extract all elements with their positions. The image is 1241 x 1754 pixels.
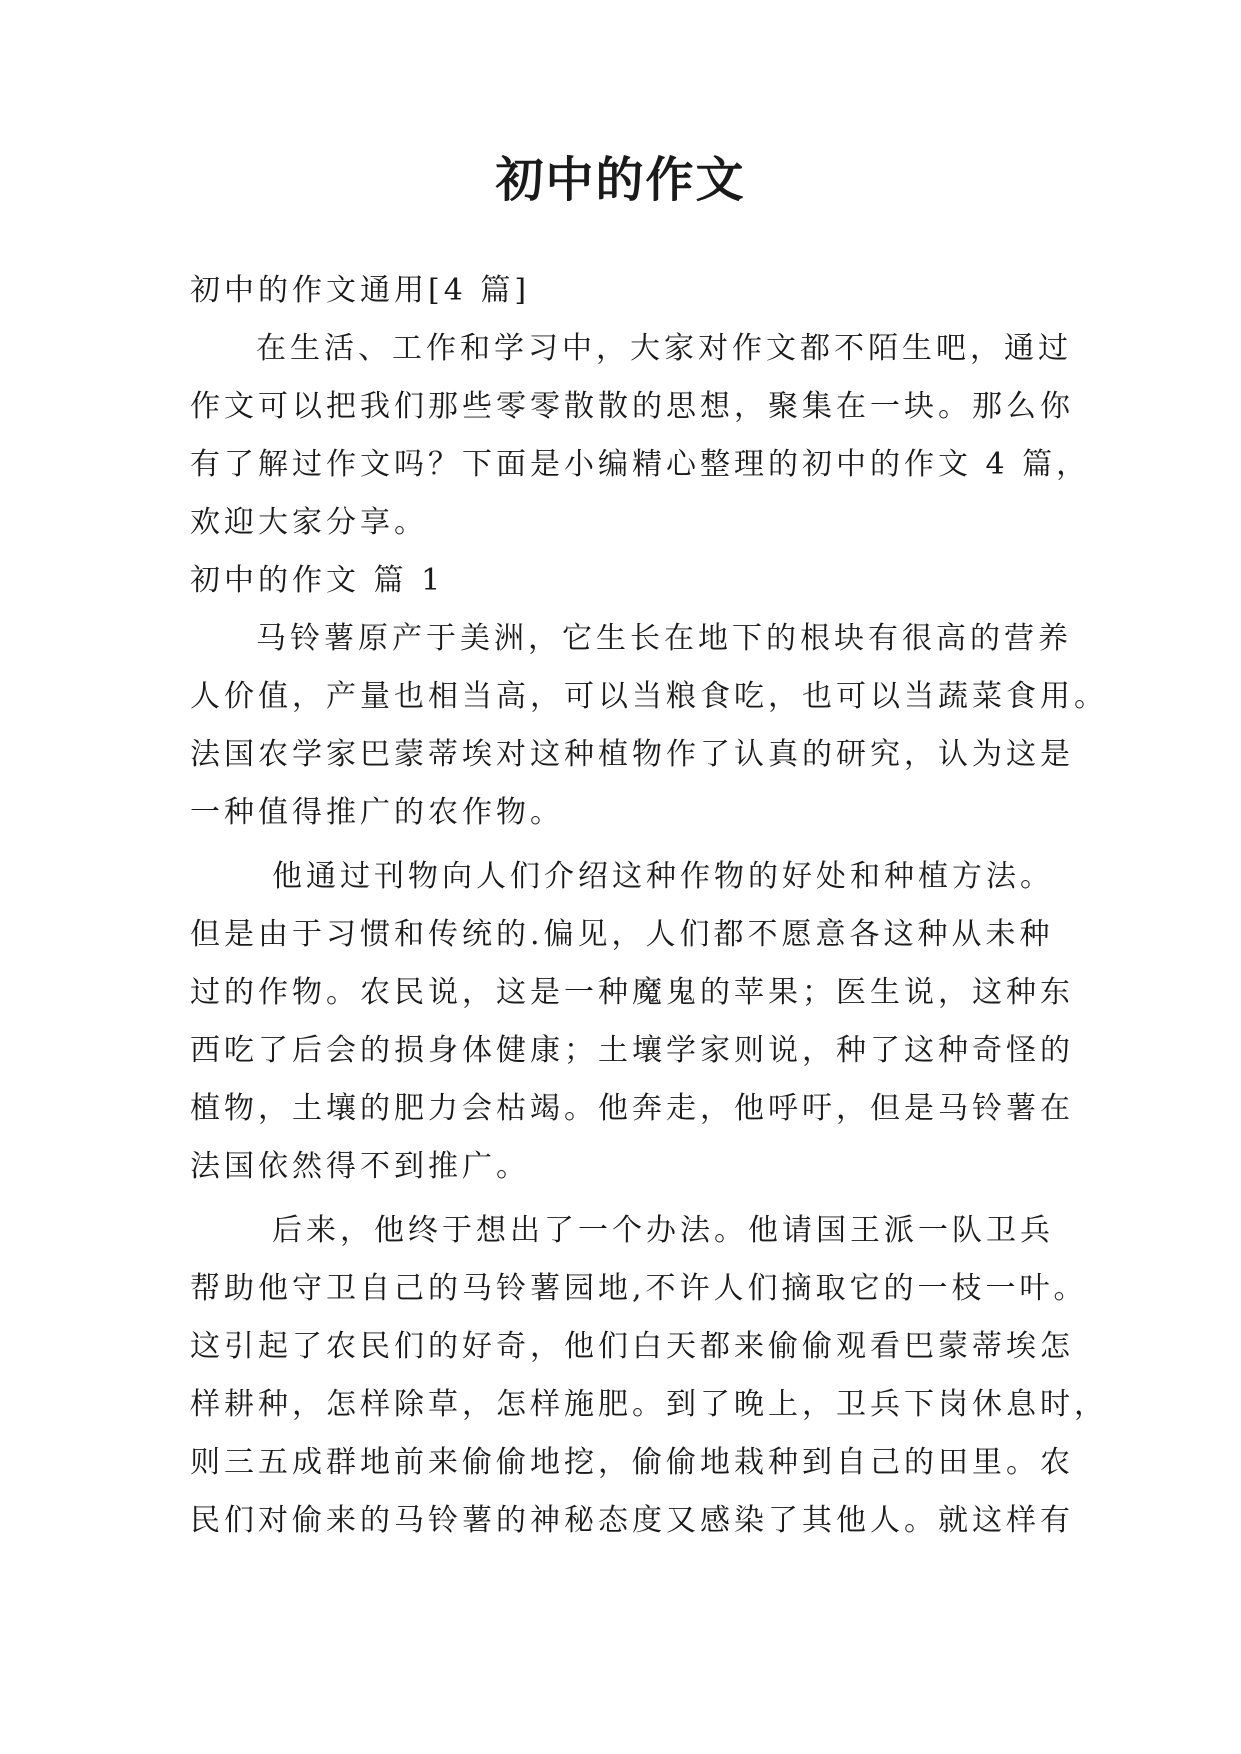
paragraph-line: 马铃薯原产于美洲，它生长在地下的根块有很高的营养 [256, 621, 1072, 656]
intro-paragraph [190, 320, 1091, 552]
intro-line: 有了解过作文吗？下面是小编精心整理的初中的作文 4 篇， [190, 447, 1091, 482]
intro-line: 在生活、工作和学习中，大家对作文都不陌生吧，通过 [256, 331, 1072, 366]
paragraph-line: 植物，土壤的肥力会枯竭。他奔走，他呼吁，但是马铃薯在 [190, 1091, 1074, 1126]
paragraph-line: 帮助他守卫自己的马铃薯园地,不许人们摘取它的一枝一叶。 [190, 1271, 1088, 1306]
paragraph-3 [190, 1202, 1108, 1550]
paragraph-line: 样耕种，怎样除草，怎样施肥。到了晚上，卫兵下岗休息时， [190, 1387, 1108, 1422]
paragraph-2 [190, 848, 1074, 1196]
intro-line: 欢迎大家分享。 [190, 505, 428, 540]
paragraph-line: 法国农学家巴蒙蒂埃对这种植物作了认真的研究，认为这是 [190, 737, 1074, 772]
paragraph-line: 一种值得推广的农作物。 [190, 795, 564, 830]
document-subtitle: 初中的作文通用[4 篇] [190, 273, 531, 308]
paragraph-line: 后来，他终于想出了一个办法。他请国王派一队卫兵 [272, 1213, 1054, 1248]
paragraph-line: 西吃了后会的损身体健康；土壤学家则说，种了这种奇怪的 [190, 1033, 1074, 1068]
paragraph-line: 这引起了农民们的好奇，他们白天都来偷偷观看巴蒙蒂埃怎 [190, 1329, 1074, 1364]
document-body [190, 262, 1108, 1550]
paragraph-line: 民们对偷来的马铃薯的神秘态度又感染了其他人。就这样有 [190, 1503, 1074, 1538]
intro-line: 作文可以把我们那些零零散散的思想，聚集在一块。那么你 [190, 389, 1074, 424]
paragraph-1 [190, 610, 1108, 842]
page-title: 初中的作文 [495, 152, 746, 208]
paragraph-line: 则三五成群地前来偷偷地挖，偷偷地栽种到自己的田里。农 [190, 1445, 1074, 1480]
section-heading: 初中的作文 篇 1 [190, 563, 445, 598]
paragraph-line: 法国依然得不到推广。 [190, 1149, 530, 1184]
paragraph-line: 但是由于习惯和传统的.偏见，人们都不愿意各这种从未种 [190, 917, 1054, 952]
paragraph-line: 过的作物。农民说，这是一种魔鬼的苹果；医生说，这种东 [190, 975, 1074, 1010]
paragraph-line: 他通过刊物向人们介绍这种作物的好处和种植方法。 [272, 859, 1054, 894]
paragraph-line: 人价值，产量也相当高，可以当粮食吃，也可以当蔬菜食用。 [190, 679, 1108, 714]
